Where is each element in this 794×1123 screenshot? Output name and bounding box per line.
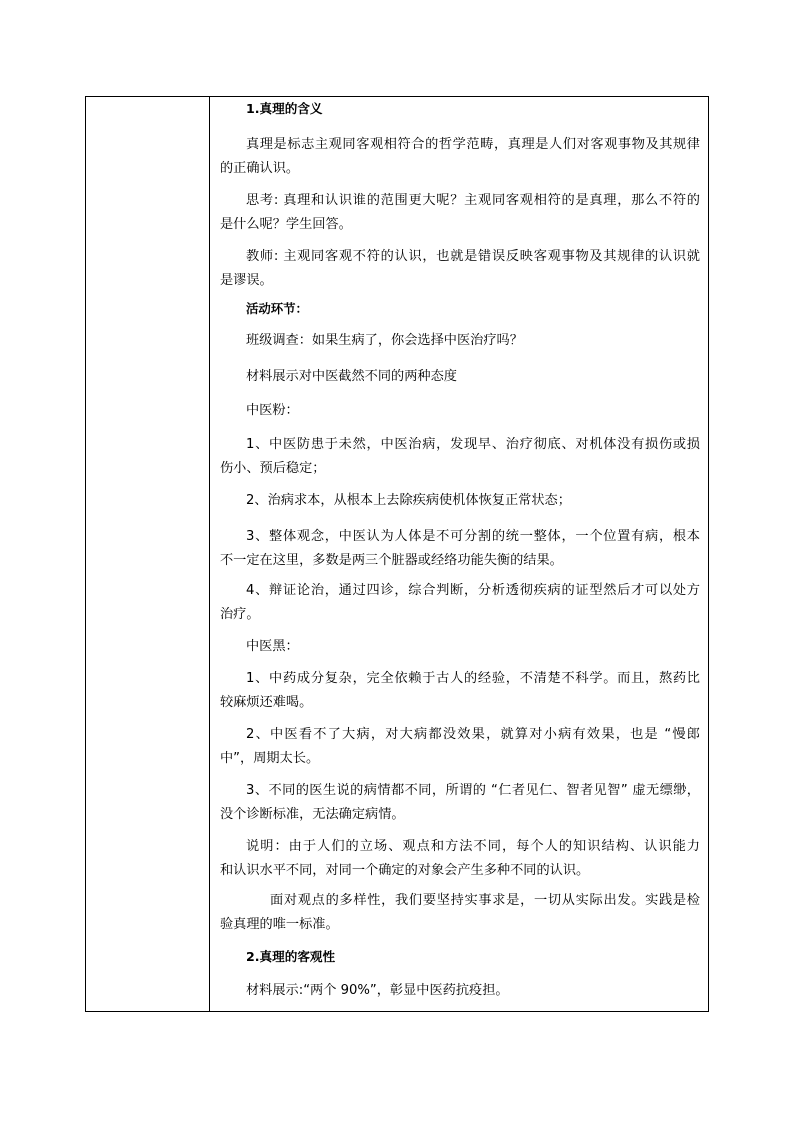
think-line1: 思考: 真理和认识谁的范围更大呢？主观同客观相符的是真理，那么不符的 bbox=[246, 193, 700, 208]
black2-line1: 2、中医看不了大病，对大病都没效果，就算对小病有效果，也是 “慢郎 bbox=[246, 727, 700, 742]
material-line: 材料展示对中医截然不同的两种态度 bbox=[246, 369, 457, 384]
fan2-line: 2、治病求本，从根本上去除疾病使机体恢复正常状态； bbox=[246, 493, 571, 508]
fan1-line1: 1、中医防患于未然，中医治病，发现早、治疗彻底、对机体没有损伤或损 bbox=[246, 437, 700, 452]
think-line2: 是什么呢？学生回答。 bbox=[220, 217, 352, 232]
fan4-line2: 治疗。 bbox=[220, 607, 260, 622]
black3-line2: 没个诊断标准，无法确定病情。 bbox=[220, 807, 405, 822]
black1-line1: 1、中药成分复杂，完全依赖于古人的经验，不清楚不科学。而且，熬药比 bbox=[246, 671, 700, 686]
left-column-cell bbox=[86, 97, 210, 1011]
fan1-line2: 伤小、预后稳定； bbox=[220, 461, 326, 476]
fan3-line1: 3、整体观念，中医认为人体是不可分割的统一整体，一个位置有病，根本 bbox=[246, 529, 700, 544]
section1-heading: 1.真理的含义 bbox=[246, 101, 323, 116]
conclude-line1: 面对观点的多样性，我们要坚持实事求是，一切从实际出发。实践是检 bbox=[270, 893, 700, 908]
fan3-line2: 不一定在这里，多数是两三个脏器或经络功能失衡的结果。 bbox=[220, 553, 563, 568]
definition-line1: 真理是标志主观同客观相符合的哲学范畴，真理是人们对客观事物及其规律 bbox=[246, 137, 700, 152]
content-cell bbox=[210, 97, 708, 1011]
teacher-line1: 教师: 主观同客观不符的认识，也就是错误反映客观事物及其规律的认识就 bbox=[246, 249, 700, 264]
teacher-line2: 是谬误。 bbox=[220, 273, 273, 288]
black2-line2: 中”，周期太长。 bbox=[220, 751, 320, 766]
explain-line2: 和认识水平不同，对同一个确定的对象会产生多种不同的认识。 bbox=[220, 863, 590, 878]
fan4-line1: 4、辩证论治，通过四诊，综合判断，分析透彻疾病的证型然后才可以处方 bbox=[246, 583, 700, 598]
explain-line1: 说明：由于人们的立场、观点和方法不同，每个人的知识结构、认识能力 bbox=[246, 839, 700, 854]
survey-line: 班级调查：如果生病了，你会选择中医治疗吗？ bbox=[246, 333, 523, 348]
conclude-line2: 验真理的唯一标准。 bbox=[220, 917, 339, 932]
definition-line2: 的正确认识。 bbox=[220, 161, 300, 176]
section2-heading: 2.真理的客观性 bbox=[246, 949, 336, 964]
lesson-table bbox=[85, 96, 709, 1012]
fans-label: 中医粉： bbox=[246, 403, 299, 418]
black3-line1: 3、不同的医生说的病情都不同，所谓的 “仁者见仁、智者见智” 虚无缥缈， bbox=[246, 783, 700, 798]
black1-line2: 较麻烦还难喝。 bbox=[220, 695, 313, 710]
section2-material: 材料展示:“两个 90%”，彰显中医药抗疫担。 bbox=[246, 983, 509, 998]
black-label: 中医黑： bbox=[246, 639, 299, 654]
activity-label: 活动环节： bbox=[246, 301, 308, 316]
